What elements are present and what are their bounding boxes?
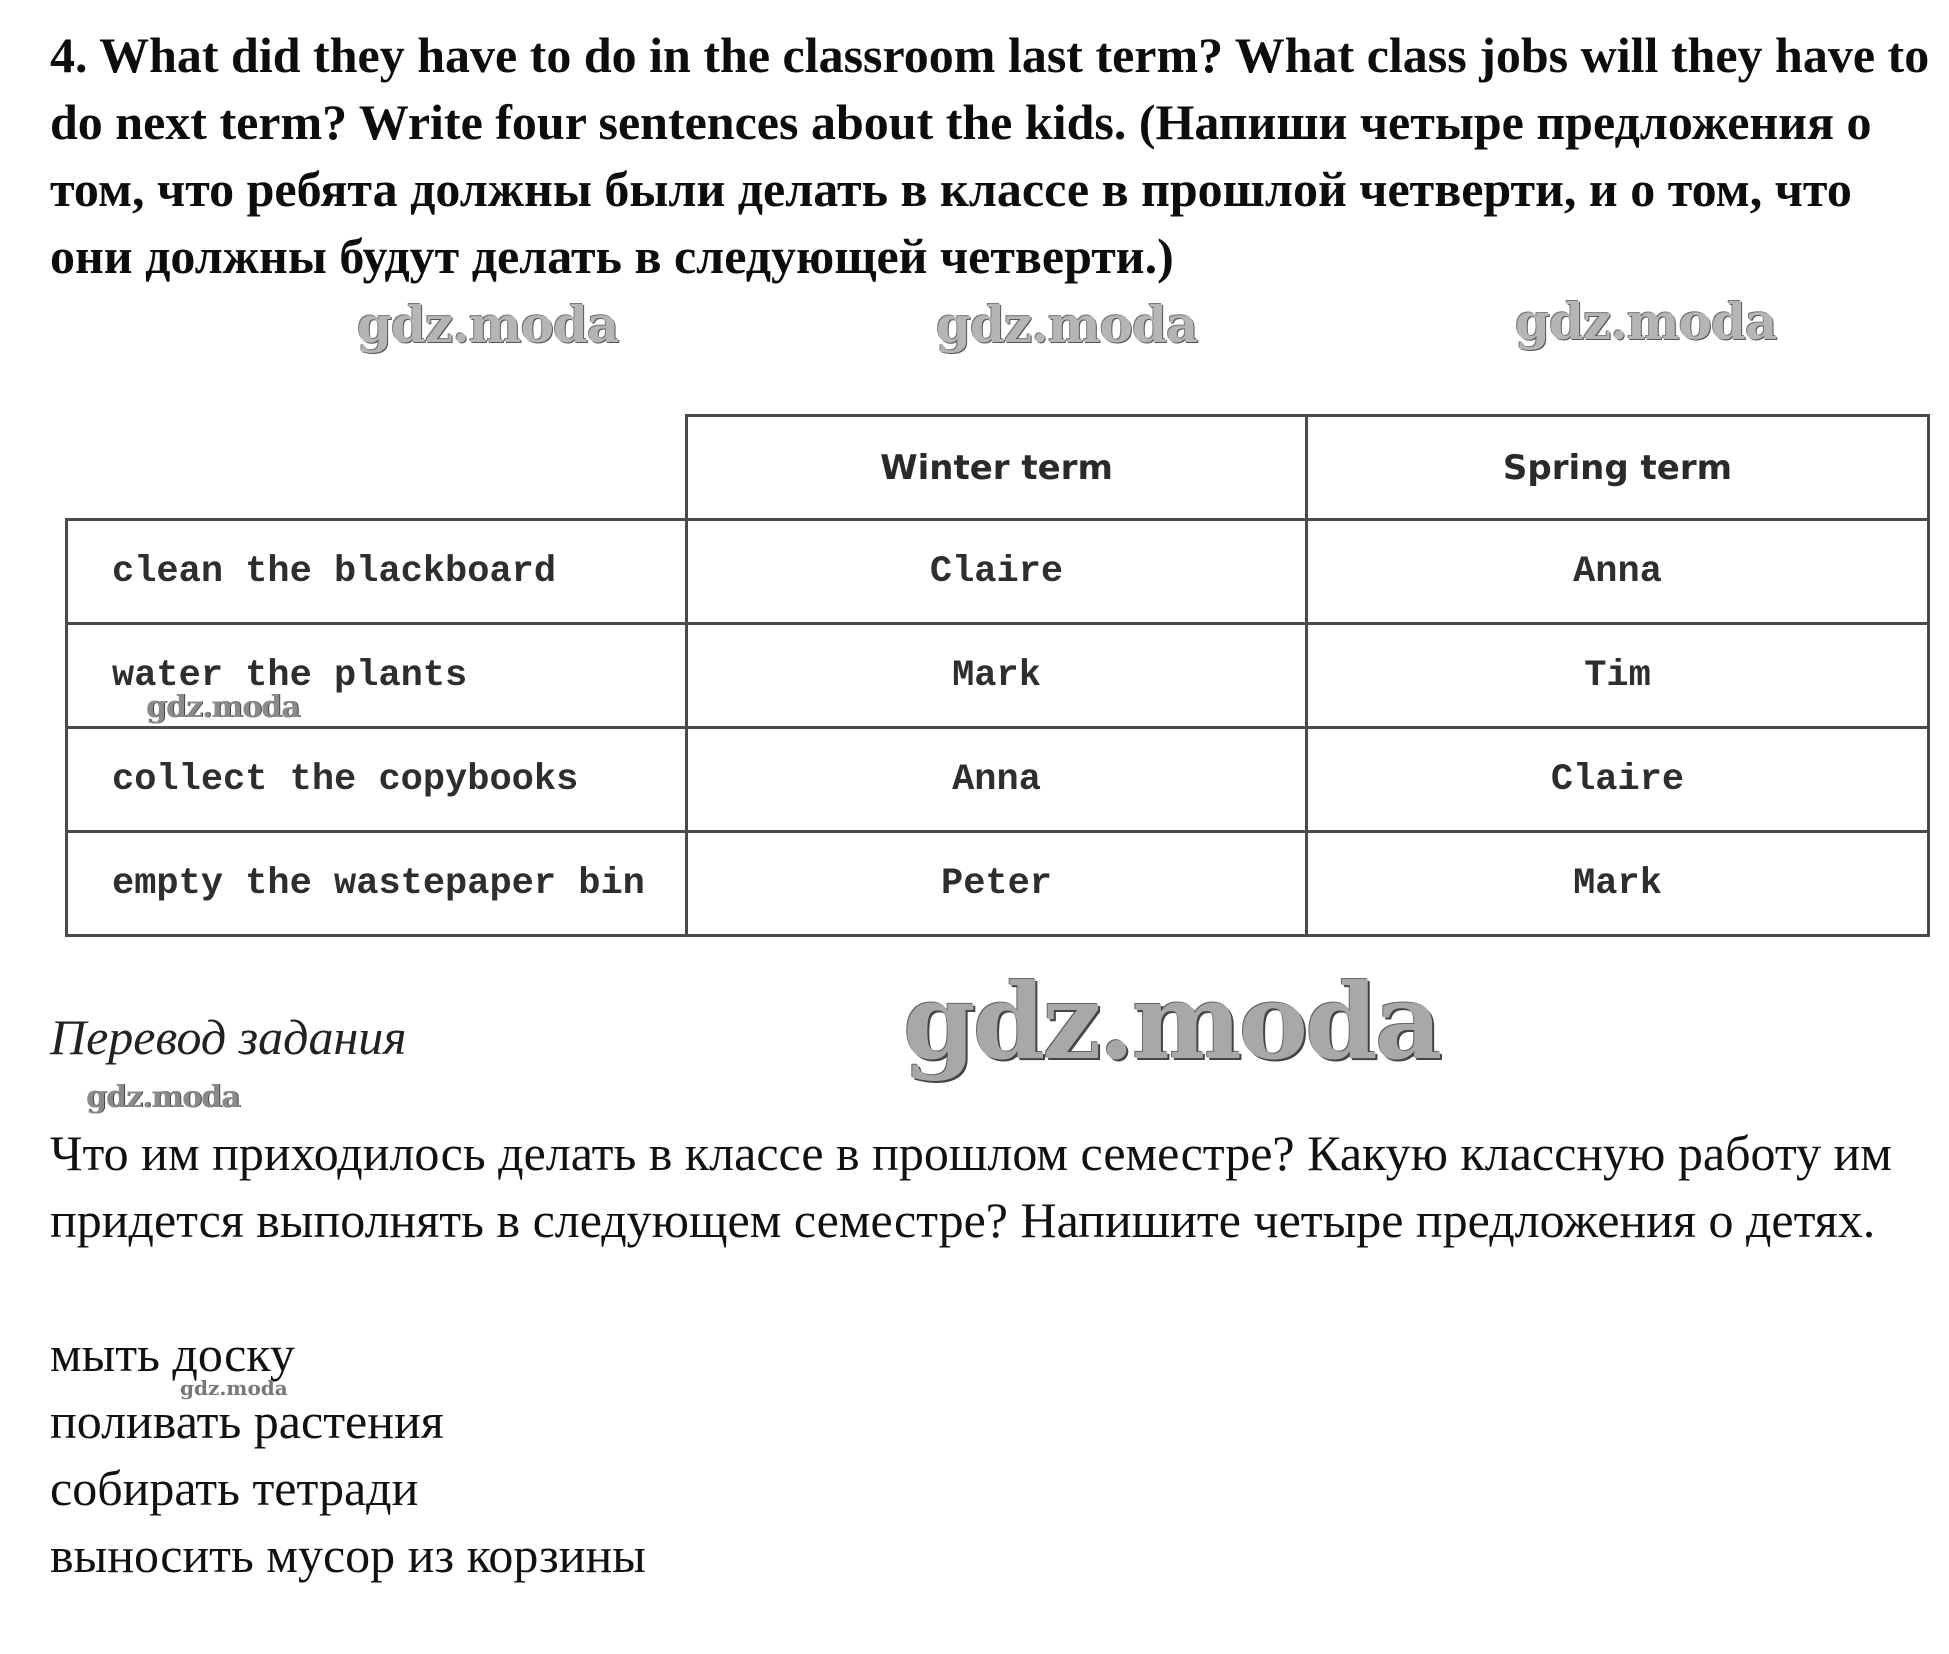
table-row (67, 624, 1929, 728)
watermark-large: gdz.moda (903, 960, 1440, 1083)
spring-name-cell: Tim (1307, 624, 1929, 728)
watermark: gdz.moda (1515, 292, 1777, 351)
winter-name-cell: Peter (687, 832, 1307, 936)
winter-name-cell: Claire (687, 520, 1307, 624)
winter-name-cell: Anna (687, 728, 1307, 832)
table-row (67, 728, 1929, 832)
list-item: поливать растения (50, 1393, 444, 1449)
header-blank (67, 416, 687, 520)
watermark: gdz.moda (146, 690, 300, 725)
list-item: мыть доску (50, 1326, 295, 1382)
list-item: выносить мусор из корзины (50, 1527, 646, 1583)
vocabulary-list (50, 1321, 646, 1589)
job-cell: collect the copybooks (67, 728, 687, 832)
header-winter-term: Winter term (687, 416, 1307, 520)
translation-body: Что им приходилось делать в классе в прошлом семестре? Какую классную работу им придется выполнять в следующем семестре? Напишите четыре предложения о детях. (50, 1125, 1892, 1248)
watermark: gdz.moda (936, 295, 1198, 354)
header-spring-term: Spring term (1307, 416, 1929, 520)
spring-name-cell: Mark (1307, 832, 1929, 936)
task-text: 4. What did they have to do in the classroom last term? What class jobs will they have to do next term? Write four sentences about the kids. (Напиши четыре предложения о том, что ребята должны были делать в классе в прошлой четверти, и о том, что они должны будут делать в следующей четверти.) (50, 27, 1930, 284)
table-row (67, 520, 1929, 624)
job-cell: clean the blackboard (67, 520, 687, 624)
spring-name-cell: Claire (1307, 728, 1929, 832)
spring-name-cell: Anna (1307, 520, 1929, 624)
job-cell: water the plants (67, 624, 687, 728)
table-header-row (67, 416, 1929, 520)
job-cell: empty the wastepaper bin (67, 832, 687, 936)
winter-name-cell: Mark (687, 624, 1307, 728)
class-jobs-table (65, 414, 1930, 937)
list-item: собирать тетради (50, 1460, 419, 1516)
translation-heading: Перевод задания (50, 1009, 407, 1065)
table-row (67, 832, 1929, 936)
watermark: gdz.moda (86, 1080, 240, 1115)
watermark: gdz.moda (357, 295, 619, 354)
watermark: gdz.moda (180, 1376, 288, 1400)
